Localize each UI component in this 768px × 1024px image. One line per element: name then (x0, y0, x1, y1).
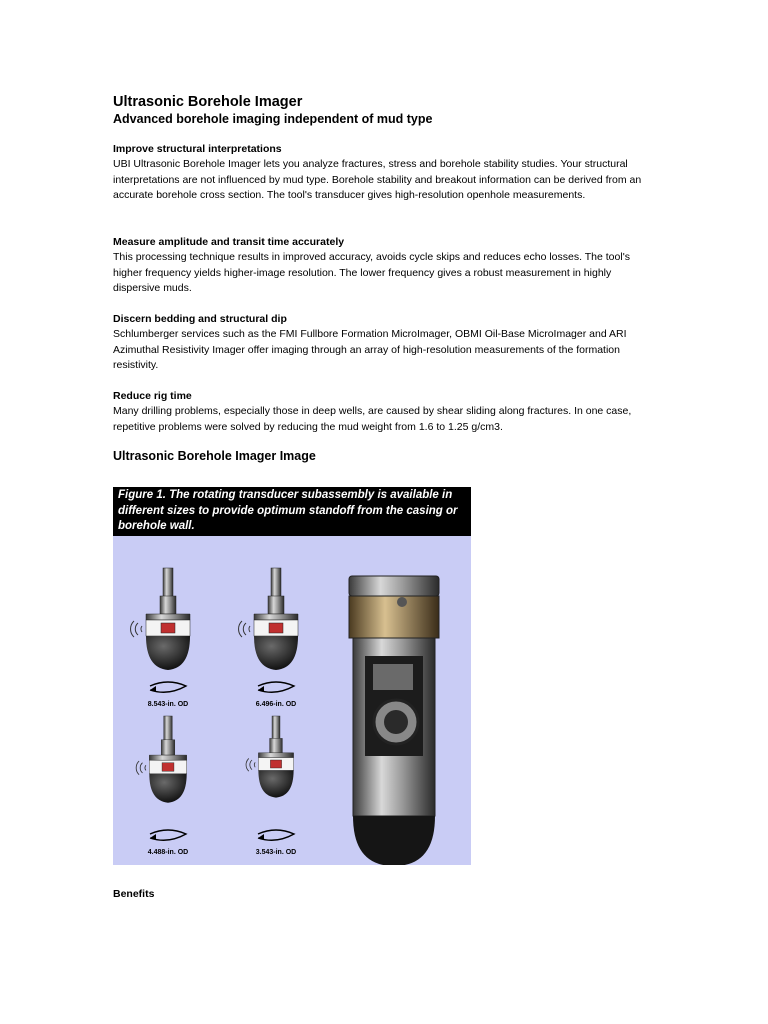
section-body: Schlumberger services such as the FMI Fullbore Formation MicroImager, OBMI Oil-Base MicroImager and ARI Azimuthal Resistivity Imager offer imaging through an array of high-resolution measurements of the formation resistivity. (113, 328, 627, 371)
section-heading: Discern bedding and structural dip (113, 313, 287, 325)
tool-photo (349, 576, 439, 865)
section-structural (113, 142, 658, 204)
section-amplitude (113, 235, 658, 297)
section-heading: Measure amplitude and transit time accurately (113, 236, 345, 248)
transducer-large (131, 568, 190, 708)
page-subtitle: Advanced borehole imaging independent of mud type (113, 112, 433, 126)
size-label: 3.543-in. OD (255, 849, 297, 856)
transducer-smallest (246, 716, 296, 856)
size-label: 4.488-in. OD (147, 849, 189, 856)
size-label: 8.543-in. OD (147, 701, 189, 708)
benefits-heading: Benefits (113, 888, 155, 900)
figure-caption: Figure 1. The rotating transducer subassembly is available in different sizes to provide optimum standoff from the casing or borehole wall. (113, 487, 471, 536)
section-heading: Improve structural interpretations (113, 143, 282, 155)
section-body: This processing technique results in improved accuracy, avoids cycle skips and reduces echo losses. The tool's higher frequency yields higher-image resolution. The lower frequency gives a robust measurement in highly dispersive muds. (113, 251, 630, 294)
size-label: 6.496-in. OD (255, 701, 297, 708)
section-rig-time (113, 389, 658, 435)
image-heading: Ultrasonic Borehole Imager Image (113, 449, 316, 463)
transducer-medium (239, 568, 298, 708)
tool-figure (113, 487, 471, 865)
figure-illustration (113, 536, 471, 865)
section-body: UBI Ultrasonic Borehole Imager lets you analyze fractures, stress and borehole stability studies. Your structural interpretations are not influenced by mud type. Borehole stability and breakout information can be derived from an accurate borehole cross section. The tool's transducer gives high-resolution openhole measurements. (113, 158, 642, 201)
section-heading: Reduce rig time (113, 390, 192, 402)
page-title: Ultrasonic Borehole Imager (113, 94, 303, 110)
section-bedding (113, 312, 658, 374)
transducer-small (136, 716, 188, 856)
section-body: Many drilling problems, especially those in deep wells, are caused by shear sliding along fractures. In one case, repetitive problems were solved by reducing the mud weight from 1.6 to 1.25 g/cm3. (113, 405, 632, 433)
